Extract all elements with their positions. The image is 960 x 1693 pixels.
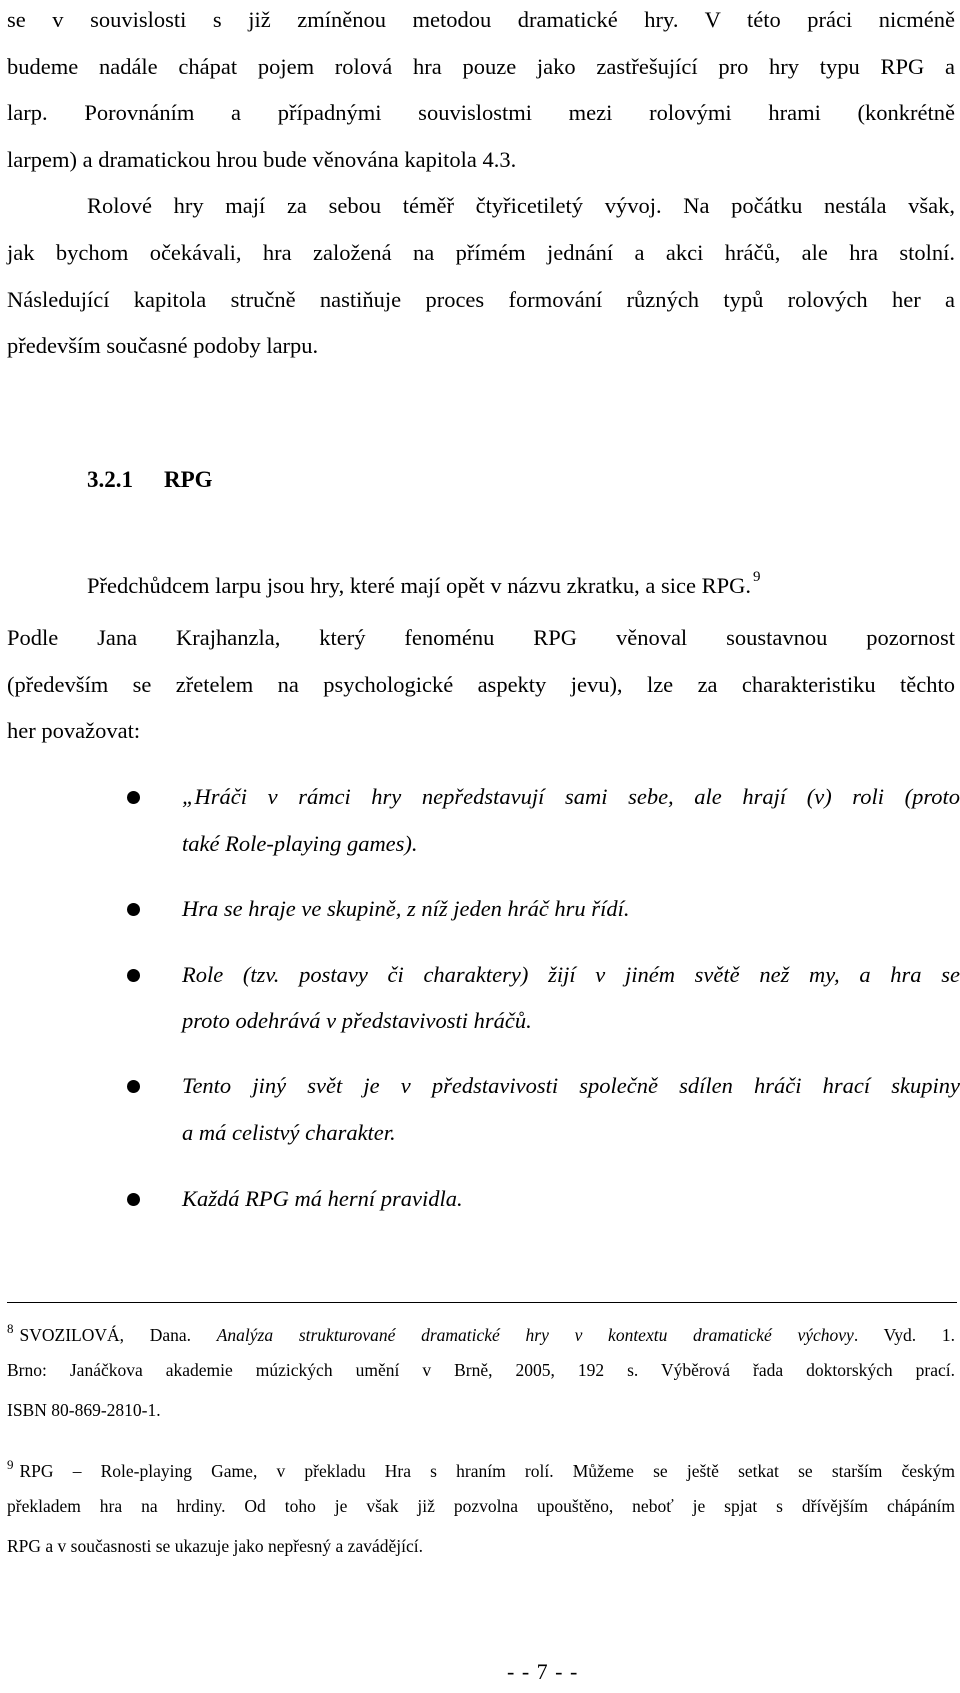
footnote-divider — [7, 1302, 957, 1303]
paragraph-line: her považovat: — [7, 718, 141, 743]
document-page — [7, 0, 960, 1693]
section-number: 3.2.1 — [87, 467, 133, 492]
paragraph-line: larpem) a dramatickou hrou bude věnována kapitola 4.3. — [7, 147, 517, 172]
paragraph-line: budeme nadále chápat pojem rolová hra pouze jako zastřešující pro hry typu RPG a — [7, 54, 955, 79]
list-item-line: Hra se hraje ve skupině, z níž jeden hráč hru řídí. — [182, 896, 630, 921]
bullet-icon — [127, 1193, 140, 1206]
bullet-icon — [127, 791, 140, 804]
footnote-8-line: Brno: Janáčkova akademie múzických umění v Brně, 2005, 192 s. Výběrová řada doktorských prací. — [7, 1360, 955, 1380]
paragraph-line: larp. Porovnáním a případnými souvislostmi mezi rolovými hrami (konkrétně — [7, 100, 955, 125]
footnote-8-line: ISBN 80-869-2810-1. — [7, 1400, 161, 1420]
paragraph-line: Podle Jana Krajhanzla, který fenoménu RPG věnoval soustavnou pozornost — [7, 625, 955, 650]
bullet-icon — [127, 903, 140, 916]
footnote-text: . Vyd. 1. — [853, 1325, 955, 1345]
footnote-reference: 9 — [752, 569, 761, 585]
paragraph-text: Předchůdcem larpu jsou hry, které mají opět v názvu zkratku, a sice RPG. — [87, 573, 751, 598]
footnote-number: 8 — [7, 1321, 14, 1336]
paragraph-line: Následující kapitola stručně nastiňuje proces formování různých typů rolových her a — [7, 287, 955, 312]
footnote-8-line — [7, 1318, 955, 1346]
footnote-9-line: RPG a v současnosti se ukazuje jako nepřesný a zavádějící. — [7, 1536, 423, 1556]
list-item-line: také Role-playing games). — [182, 831, 418, 856]
paragraph-line — [87, 569, 761, 603]
page-number: - - 7 - - — [507, 1659, 579, 1684]
footnote-text: RPG – Role-playing Game, v překladu Hra s hraním rolí. Můžeme se ještě setkat se starším českým — [19, 1461, 955, 1481]
section-heading — [87, 467, 213, 493]
bullet-icon — [127, 969, 140, 982]
paragraph-line: (především se zřetelem na psychologické aspekty jevu), lze za charakteristiku těchto — [7, 672, 955, 697]
paragraph-line: Rolové hry mají za sebou téměř čtyřicetiletý vývoj. Na počátku nestála však, — [87, 193, 955, 218]
footnote-9-line: překladem hra na hrdiny. Od toho je však již pozvolna upouštěno, neboť je spjat s dřívějším chápáním — [7, 1496, 955, 1516]
list-item-line: proto odehrává v představivosti hráčů. — [182, 1008, 532, 1033]
list-item-line: Každá RPG má herní pravidla. — [182, 1186, 463, 1211]
section-title: RPG — [164, 467, 213, 492]
list-item-line: Role (tzv. postavy či charaktery) žijí v jiném světě než my, a hra se — [182, 962, 960, 987]
paragraph-line: především současné podoby larpu. — [7, 333, 319, 358]
list-item-line: „Hráči v rámci hry nepředstavují sami sebe, ale hrají (v) roli (proto — [182, 784, 960, 809]
footnote-number: 9 — [7, 1457, 14, 1472]
footnote-text: SVOZILOVÁ, Dana. — [19, 1325, 217, 1345]
list-item-line: a má celistvý charakter. — [182, 1120, 396, 1145]
paragraph-line: se v souvislosti s již zmíněnou metodou dramatické hry. V této práci nicméně — [7, 7, 955, 32]
footnote-9-line — [7, 1454, 955, 1482]
paragraph-line: jak bychom očekávali, hra založená na přímém jednání a akci hráčů, ale hra stolní. — [7, 240, 955, 265]
list-item-line: Tento jiný svět je v představivosti společně sdílen hráči hrací skupiny — [182, 1073, 960, 1098]
bullet-icon — [127, 1080, 140, 1093]
footnote-book-title: Analýza strukturované dramatické hry v kontextu dramatické výchovy — [216, 1325, 854, 1345]
